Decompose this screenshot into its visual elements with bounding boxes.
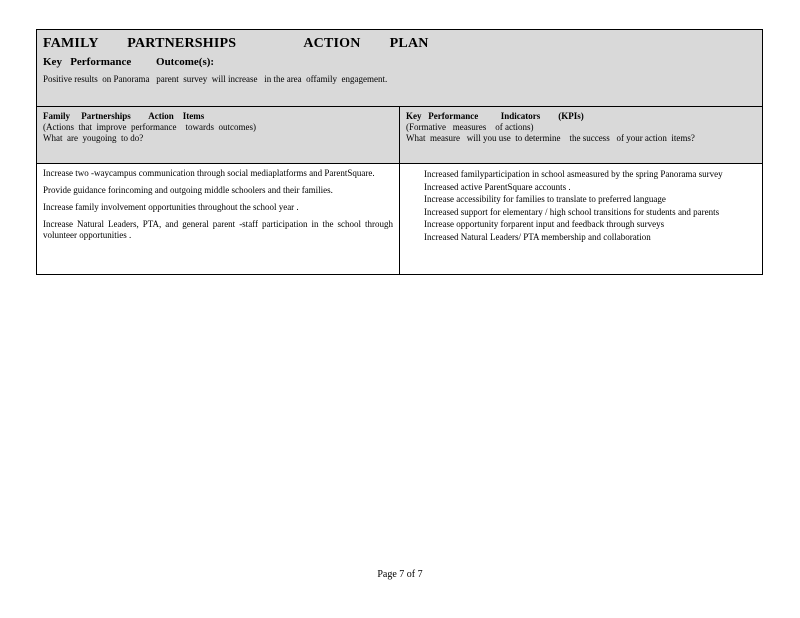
- page-number: Page 7 of 7: [377, 569, 423, 580]
- kpi-text: Increased familyparticipation in school asmeasured by the spring Panorama survey: [424, 169, 723, 179]
- action-item: Provide guidance forincoming and outgoing middle schoolers and their families.: [43, 185, 333, 195]
- bullet-box-icon: [406, 207, 424, 218]
- bullet-box-icon: [406, 182, 424, 193]
- column-header-row: [37, 107, 762, 164]
- kpi-question: What measure will you use to determine the success of your action items?: [406, 133, 695, 143]
- action-item: Increase Natural Leaders, PTA, and general parent -staff participation in the school through volunteer opportunities .: [43, 219, 393, 240]
- kpi-subtitle: (Formative measures of actions): [406, 122, 534, 132]
- kpi-text: Increased active ParentSquare accounts .: [424, 181, 571, 192]
- kpi-text: Increased support for elementary / high school transitions for students and parents: [424, 206, 720, 217]
- action-items-question: What are yougoing to do?: [43, 133, 144, 143]
- key-performance-outcome-label: Key Performance Outcome(s):: [43, 56, 215, 68]
- kpi-item: [406, 169, 756, 180]
- kpi-item: [406, 219, 756, 230]
- action-items-subtitle: (Actions that improve performance towards outcomes): [43, 122, 256, 132]
- kpi-item: [406, 232, 756, 243]
- action-item: Increase two -waycampus communication through social mediaplatforms and ParentSquare.: [43, 168, 375, 178]
- kpi-item: [406, 207, 756, 218]
- key-performance-outcome-text: Positive results on Panorama parent survey will increase in the area offamily engagement.: [43, 74, 388, 84]
- kpi-header: [400, 107, 762, 163]
- bullet-box-icon: [406, 219, 424, 230]
- bullet-box-icon: [406, 169, 424, 180]
- kpi-item: [406, 194, 756, 205]
- kpi-list: [400, 164, 762, 274]
- action-plan-table: [36, 29, 763, 275]
- plan-header: [37, 30, 762, 107]
- bullet-box-icon: [406, 232, 424, 243]
- kpi-text: Increased Natural Leaders/ PTA membership and collaboration: [424, 231, 651, 242]
- action-items-list: [37, 164, 400, 274]
- kpi-text: Increase opportunity forparent input and feedback through surveys: [424, 219, 665, 229]
- action-item: Increase family involvement opportunities throughout the school year .: [43, 202, 299, 212]
- action-items-header: [37, 107, 400, 163]
- kpi-text: Increase accessibility for families to translate to preferred language: [424, 194, 666, 204]
- kpi-item: [406, 182, 756, 193]
- plan-title: FAMILY PARTNERSHIPS ACTION PLAN: [43, 36, 429, 51]
- bullet-box-icon: [406, 194, 424, 205]
- plan-body-row: [37, 164, 762, 274]
- kpi-heading: Key Performance Indicators (KPIs): [406, 111, 584, 121]
- action-items-heading: Family Partnerships Action Items: [43, 111, 205, 121]
